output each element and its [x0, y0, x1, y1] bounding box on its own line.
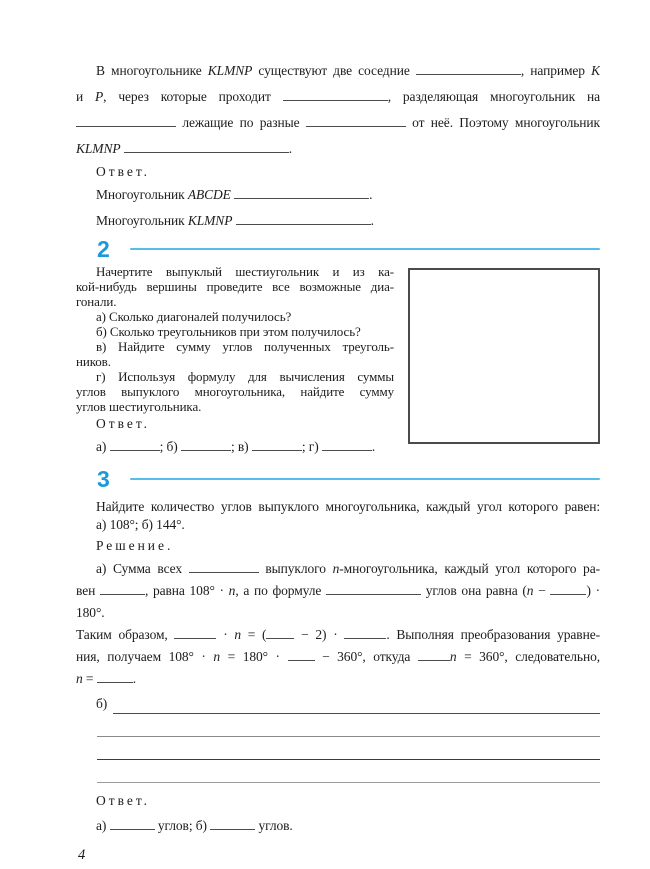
- task2-number: 2: [97, 236, 110, 262]
- ruled-answer-line[interactable]: [97, 714, 600, 737]
- task3-task-text: [76, 498, 600, 534]
- text-line: Таким образом, · n = ( − 2) · . Выполняя преобразования уравне-: [76, 627, 600, 642]
- math-italic-text: ABCDE: [187, 187, 231, 202]
- blank-field[interactable]: [550, 583, 586, 595]
- text-line: ния, получаем 108° · n = 180° · − 360°, откуда n = 360°, следовательно,: [76, 649, 600, 664]
- task2-drawing-box[interactable]: [408, 268, 600, 444]
- task3-part-b: [76, 694, 600, 714]
- text-line: и P, через которые проходит , разделяющая многоугольник на: [76, 89, 600, 104]
- math-italic-text: KLMNP: [76, 141, 121, 156]
- blank-field[interactable]: [76, 115, 176, 127]
- blank-field[interactable]: [326, 583, 421, 595]
- ruled-answer-line[interactable]: [97, 760, 600, 783]
- text-line: углов шестиугольника.: [76, 399, 202, 414]
- blank-field[interactable]: [100, 583, 145, 595]
- text-line: Найдите количество углов выпуклого многоугольника, каждый угол которого равен:: [96, 499, 600, 514]
- text-line: Многоугольник KLMNP .: [96, 213, 374, 228]
- blank-field[interactable]: [322, 439, 372, 451]
- math-italic-text: n: [76, 671, 83, 686]
- task3-final-answer: [76, 815, 600, 837]
- blank-field[interactable]: [97, 671, 133, 683]
- blank-field[interactable]: [189, 561, 259, 573]
- math-italic-text: KLMNP: [207, 63, 253, 78]
- blank-field[interactable]: [174, 627, 216, 639]
- math-italic-text: n: [526, 583, 534, 598]
- task2-header: [76, 236, 600, 262]
- task2-header-rule: [130, 248, 600, 250]
- text-line: n = .: [76, 671, 137, 686]
- text-line: а) Сумма всех выпуклого n-многоугольника, каждый угол которого ра-: [96, 561, 600, 576]
- blank-field[interactable]: [236, 213, 371, 225]
- math-italic-text: n: [449, 649, 457, 664]
- math-italic-text: n: [213, 649, 221, 664]
- math-italic-text: P: [95, 89, 104, 104]
- task2-body: [76, 264, 600, 458]
- answer-label-text: Ответ.: [96, 164, 151, 179]
- text-line: а) углов; б) углов.: [96, 818, 293, 833]
- task3-answer-label: [76, 791, 600, 811]
- task1-answer-label: [76, 162, 600, 182]
- text-line: а) Сколько диагоналей получилось?: [96, 309, 292, 324]
- blank-field[interactable]: [210, 818, 255, 830]
- text-line: б) Сколько треугольников при этом получилось?: [96, 324, 361, 339]
- blank-field[interactable]: [306, 115, 406, 127]
- text-line: а) ; б) ; в) ; г) .: [96, 439, 376, 454]
- task1-answer-lines: [76, 182, 600, 234]
- task3-header-rule: [130, 478, 600, 480]
- text-line: б): [96, 694, 600, 714]
- blank-field[interactable]: [252, 439, 302, 451]
- math-italic-text: KLMNP: [187, 213, 233, 228]
- blank-field[interactable]: [124, 141, 289, 153]
- task3-header: [76, 466, 600, 492]
- text-line: KLMNP .: [76, 141, 293, 156]
- task2-text-column: [76, 264, 394, 458]
- ruled-answer-line[interactable]: [97, 737, 600, 760]
- blank-field[interactable]: [181, 439, 231, 451]
- text-line: кой-нибудь вершины проведите все возможные диа-: [76, 279, 394, 294]
- blank-field[interactable]: [234, 187, 369, 199]
- math-italic-text: n: [332, 561, 340, 576]
- blank-field[interactable]: [418, 649, 450, 661]
- task3-number: 3: [97, 466, 110, 492]
- math-italic-text: n: [228, 583, 236, 598]
- task2-answer-line: [76, 436, 394, 458]
- page-number: 4: [78, 847, 86, 863]
- blank-field[interactable]: [110, 818, 155, 830]
- blank-field[interactable]: [283, 89, 388, 101]
- text-line: в) Найдите сумму углов полученных треуголь-: [96, 339, 394, 354]
- text-line: вен , равна 108° · n, а по формуле углов она равна (n − ) · 180°.: [76, 583, 600, 620]
- text-line: ников.: [76, 354, 111, 369]
- blank-field[interactable]: [416, 63, 521, 75]
- text-line: Начертите выпуклый шестиугольник и из ка-: [96, 264, 394, 279]
- task2-answer-label: [76, 414, 394, 434]
- text-line: углов выпуклого многоугольника, найдите сумму: [76, 384, 394, 399]
- answer-label-text: Ответ.: [96, 793, 151, 808]
- text-line: Многоугольник ABCDE .: [96, 187, 373, 202]
- task3-solution-label: [76, 536, 600, 556]
- solution-label-text: Решение.: [96, 538, 174, 553]
- blank-field[interactable]: [266, 627, 294, 639]
- text-line: В многоугольнике KLMNP существуют две соседние , например K: [96, 63, 600, 78]
- task2-task-text: [76, 264, 394, 414]
- text-line: г) Используя формулу для вычисления суммы: [96, 369, 394, 384]
- blank-field[interactable]: [110, 439, 160, 451]
- text-line: а) 108°; б) 144°.: [96, 517, 185, 532]
- text-line: лежащие по разные от неё. Поэтому многоугольник: [76, 110, 600, 136]
- math-italic-text: n: [234, 627, 241, 642]
- math-italic-text: K: [591, 63, 600, 78]
- task1-paragraph: [76, 58, 600, 162]
- blank-field[interactable]: [344, 627, 386, 639]
- text-line: гонали.: [76, 294, 117, 309]
- task3-solution-part-a: [76, 558, 600, 690]
- blank-field[interactable]: [288, 649, 315, 661]
- answer-label-text: Ответ.: [96, 416, 151, 431]
- answer-write-line[interactable]: [113, 700, 600, 714]
